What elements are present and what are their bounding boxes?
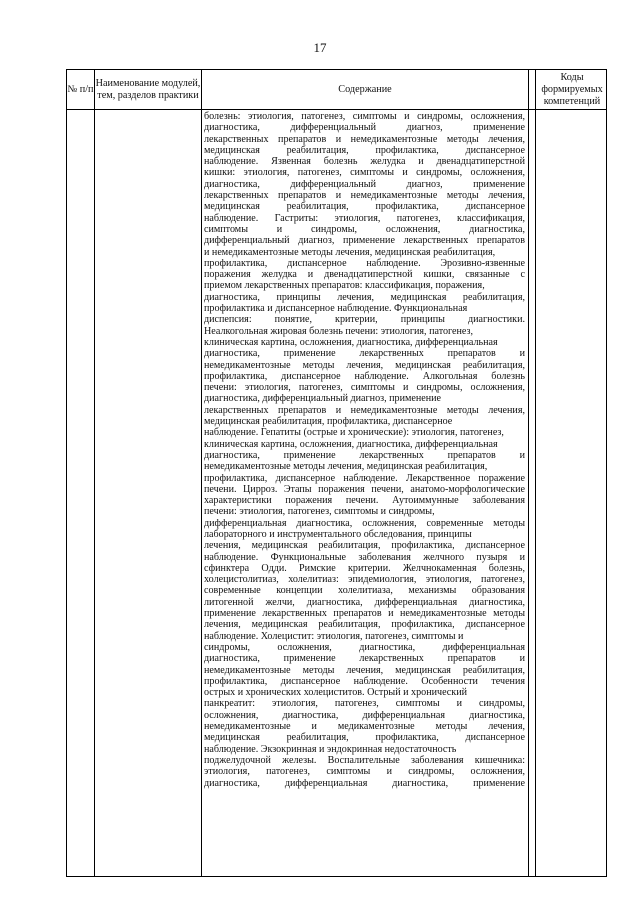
content-line: осложнения, диагностика, дифференциальная диагностика, xyxy=(204,709,525,721)
content-line: наблюдение. Гастриты: этиология, патогенез, классификация, xyxy=(204,212,525,224)
content-line: лечения, медицинская реабилитация, профилактика, диспансерное xyxy=(204,540,525,552)
header-codes: Коды формируемых компетенций xyxy=(541,71,603,107)
content-line: диагностика, применение лекарственных препаратов и xyxy=(204,653,525,665)
content-line: профилактика, диспансерное наблюдение. Алкогольная болезнь xyxy=(204,370,525,382)
content-line: печени: этиология, патогенез, симптомы и синдромы, осложнения, xyxy=(204,382,525,394)
content-line: профилактика и диспансерное наблюдение. Функциональная xyxy=(204,303,468,315)
header-num: № п/п xyxy=(67,83,94,95)
content-cell xyxy=(201,110,528,789)
content-line: клиническая картина, осложнения, диагностика, дифференциальная xyxy=(204,438,498,450)
content-line: холецистолитиаз, холелитиаз: эпидемиология, этиология, патогенез, xyxy=(204,574,525,586)
column-divider xyxy=(535,70,536,876)
content-line: диагностика, применение лекарственных препаратов и xyxy=(204,449,525,461)
content-line: диагностика, применение лекарственных препаратов и xyxy=(204,348,525,360)
column-divider xyxy=(528,70,529,876)
header-content: Содержание xyxy=(338,83,392,95)
content-line: симптомы и синдромы, осложнения, диагностика, xyxy=(204,223,525,235)
content-line: профилактика, диспансерное наблюдение. Лекарственное поражение xyxy=(204,472,525,484)
content-line: медицинская реабилитация, профилактика, диспансерное xyxy=(204,732,525,744)
content-line: литогенной желчи, диагностика, дифференциальная диагностика, xyxy=(204,596,525,608)
content-line: немедикаментозные и медикаментозные методы лечения, xyxy=(204,721,525,733)
content-line: болезнь: этиология, патогенез, симптомы и синдромы, осложнения, xyxy=(204,111,525,122)
column-divider xyxy=(94,70,95,876)
content-line: профилактика, диспансерное наблюдение. Эрозивно-язвенные xyxy=(204,257,525,269)
content-line: немедикаментозные методы лечения, медицинская реабилитация, xyxy=(204,664,525,676)
content-line: лекарственных препаратов и немедикаментозные методы лечения, xyxy=(204,404,525,416)
content-line: лекарственных препаратов и немедикаментозные методы лечения, xyxy=(204,190,525,202)
page-number: 17 xyxy=(313,40,327,55)
content-line: применение лекарственных препаратов и немедикаментозные методы xyxy=(204,608,525,620)
content-line: наблюдение. Функциональные заболевания желчного пузыря и xyxy=(204,551,525,563)
content-line: диагностика, дифференциальный диагноз, применение xyxy=(204,178,525,190)
content-line: характеристики поражения печени. Аутоиммунные заболевания xyxy=(204,495,525,507)
content-line: печени: этиология, патогенез, симптомы и синдромы, xyxy=(204,506,435,518)
content-line: этиология, патогенез, симптомы и синдромы, осложнения, xyxy=(204,766,525,778)
content-line: Неалкогольная жировая болезнь печени: этиология, патогенез, xyxy=(204,325,474,337)
content-line: профилактика, диспансерное наблюдение. Особенности течения xyxy=(204,675,525,687)
content-line: лекарственных препаратов и немедикаментозные методы лечения, xyxy=(204,133,525,145)
content-line: диагностика, принципы лечения, медицинская реабилитация, xyxy=(204,291,525,303)
content-line: диагностика, дифференциальный диагноз, применение xyxy=(204,393,442,405)
content-line: синдромы, осложнения, диагностика, дифференциальная xyxy=(204,641,525,653)
content-line: наблюдение. Гепатиты (острые и хронические): этиология, патогенез, xyxy=(204,427,504,439)
content-line: и немедикаментозные методы лечения, медицинская реабилитация, xyxy=(204,246,496,258)
content-line: медицинская реабилитация, профилактика, диспансерное xyxy=(204,416,453,428)
curriculum-table xyxy=(66,69,607,877)
content-line: диспепсия: понятие, критерии, принципы диагностики. xyxy=(204,314,525,326)
content-line: клиническая картина, осложнения, диагностика, дифференциальная xyxy=(204,336,498,348)
content-line: медицинская реабилитация, профилактика, диспансерное xyxy=(204,144,525,156)
content-line: печени. Цирроз. Этапы поражения печени, анатомо-морфологические xyxy=(204,483,525,495)
content-line: медицинская реабилитация, профилактика, диспансерное xyxy=(204,201,525,213)
header-name: Наименование модулей, тем, разделов практики xyxy=(95,77,201,101)
content-line: острых и хронических холециститов. Острый и хронический xyxy=(204,687,467,699)
content-line: поражения желудка и двенадцатиперстной кишки, связанные с xyxy=(204,269,525,281)
content-line: лабораторного и инструментального обследования, принципы xyxy=(204,528,472,540)
content-line: немедикаментозные методы лечения, медицинская реабилитация, xyxy=(204,359,525,371)
content-line: наблюдение. Холецистит: этиология, патогенез, симптомы и xyxy=(204,630,464,642)
content-line: поджелудочной железы. Воспалительные заболевания кишечника: xyxy=(204,754,525,766)
content-line: сфинктера Одди. Римские критерии. Желчнокаменная болезнь, xyxy=(204,562,525,574)
content-line: диагностика, дифференциальная диагностика, применение xyxy=(204,777,525,789)
content-line: наблюдение. Язвенная болезнь желудка и двенадцатиперстной xyxy=(204,156,525,168)
content-line: наблюдение. Экзокринная и эндокринная недостаточность xyxy=(204,743,457,755)
content-line: дифференциальный диагноз, применение лекарственных препаратов xyxy=(204,235,525,247)
content-line: современные концепции холелитиаза, механизмы образования xyxy=(204,585,525,597)
content-line: диагностика, дифференциальный диагноз, применение xyxy=(204,122,525,134)
content-line: приемом лекарственных препаратов: классификация, поражения, xyxy=(204,280,485,292)
content-line: кишки: этиология, патогенез, симптомы и синдромы, осложнения, xyxy=(204,167,525,179)
content-line: дифференциальная диагностика, осложнения, современные методы xyxy=(204,517,525,529)
content-line: лечения, медицинская реабилитация, профилактика, диспансерное xyxy=(204,619,525,631)
content-line: панкреатит: этиология, патогенез, симптомы и синдромы, xyxy=(204,698,525,710)
content-line: немедикаментозные методы лечения, медицинская реабилитация, xyxy=(204,461,488,473)
